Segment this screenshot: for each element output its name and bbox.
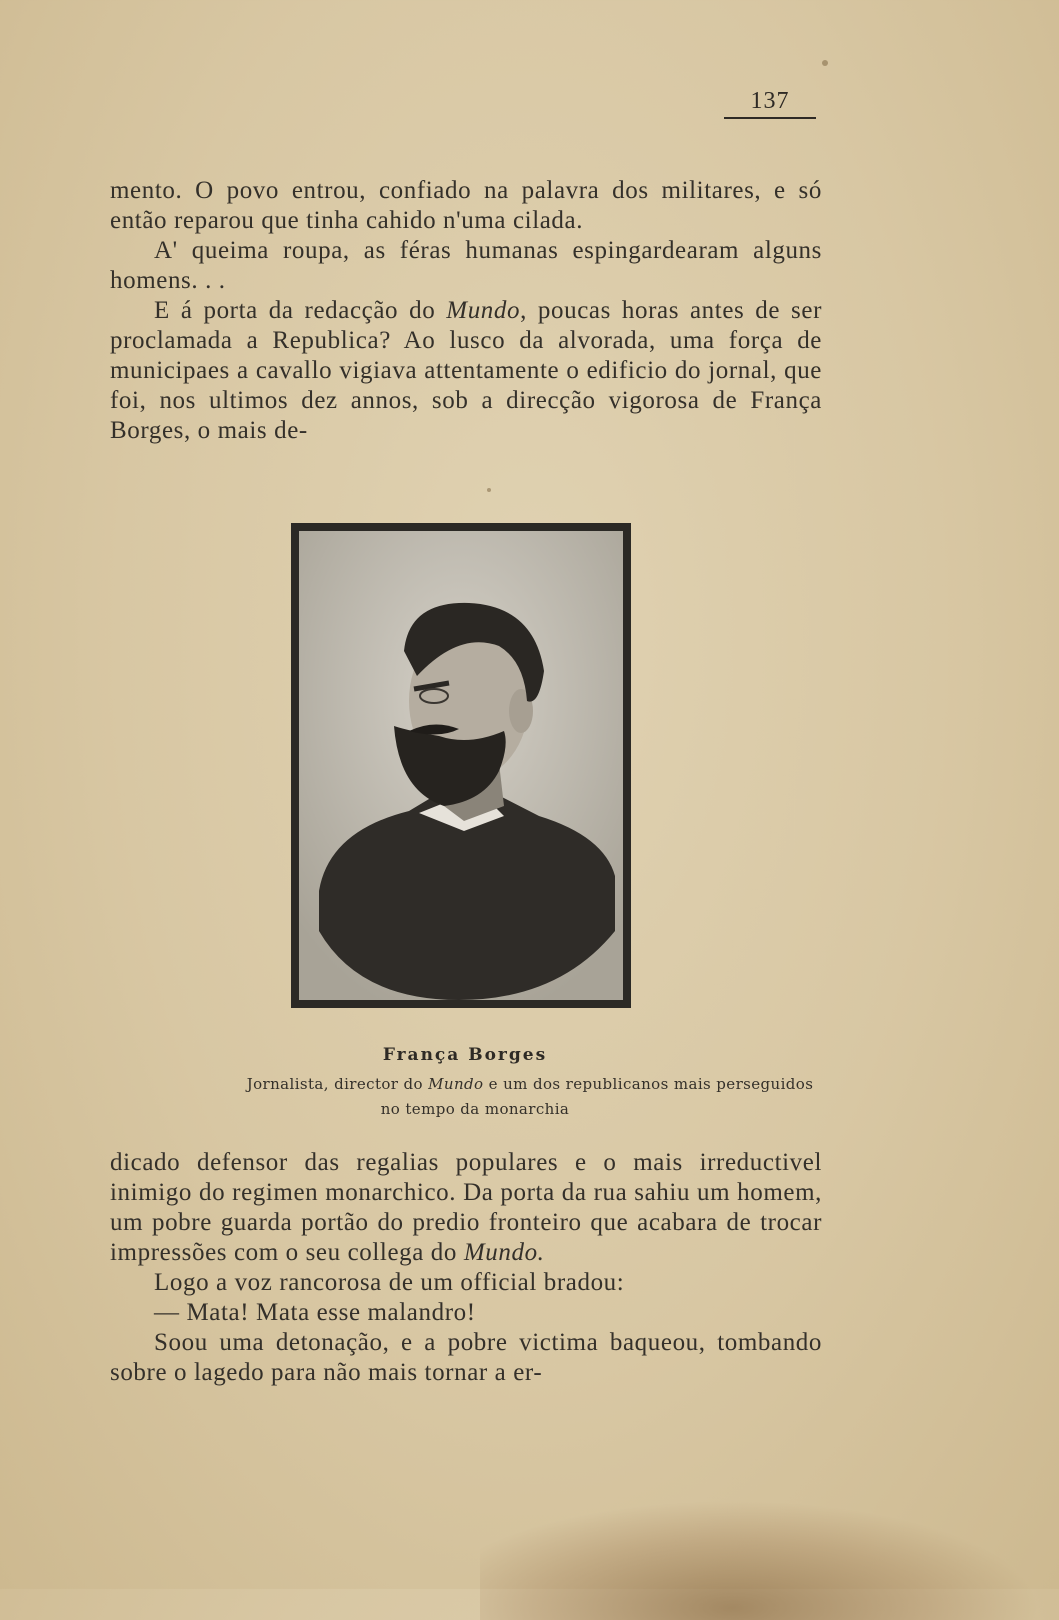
text-block-bottom bbox=[110, 1148, 822, 1388]
text-block-top bbox=[110, 176, 822, 446]
paragraph: A' queima roupa, as féras humanas espingardearam alguns homens. . . bbox=[110, 237, 822, 294]
paragraph: mento. O povo entrou, confiado na palavra dos militares, e só então reparou que tinha cahido n'uma cilada. bbox=[110, 177, 822, 234]
caption-line bbox=[120, 1075, 940, 1093]
paragraph: Soou uma detonação, e a pobre victima baqueou, tombando sobre o lagedo para não mais tornar a er- bbox=[110, 1329, 822, 1386]
paper-speck bbox=[487, 488, 491, 492]
paragraph bbox=[110, 296, 822, 446]
newspaper-title: Mundo bbox=[446, 297, 521, 324]
newspaper-title: Mundo bbox=[428, 1075, 484, 1093]
caption-title: França Borges bbox=[382, 1045, 548, 1065]
page-number: 137 bbox=[724, 88, 816, 119]
paragraph: — Mata! Mata esse malandro! bbox=[154, 1299, 476, 1326]
caption-line: no tempo da monarchia bbox=[380, 1100, 570, 1118]
portrait-photo bbox=[291, 523, 631, 1008]
paragraph bbox=[110, 1148, 822, 1268]
paper-speck bbox=[822, 60, 828, 66]
portrait-image bbox=[299, 531, 623, 1000]
caption-text: e um dos republicanos mais perseguidos bbox=[483, 1075, 814, 1093]
text-span: E á porta da redacção do bbox=[154, 297, 447, 324]
portrait-illustration bbox=[299, 531, 623, 1000]
text-span: dicado defensor das regalias populares e o mais irreductivel inimigo do regimen monarchico. Da porta da rua sahiu um homem, um pobre guarda portão do predio fronteiro que acabara de trocar impressões com o seu collega do bbox=[110, 1149, 822, 1266]
text-span: , poucas horas antes de ser proclamada a Republica? Ao lusco da alvorada, uma força de municipaes a cavallo vigiava attentamente o edificio do jornal, que foi, nos ultimos dez annos, sob a direcção vigorosa de França Borges, o mais de- bbox=[110, 297, 822, 444]
caption-text: Jornalista, director do bbox=[246, 1075, 429, 1093]
paper-stain bbox=[480, 1500, 1040, 1620]
newspaper-title: Mundo. bbox=[463, 1239, 545, 1266]
paragraph: Logo a voz rancorosa de um official bradou: bbox=[154, 1269, 625, 1296]
